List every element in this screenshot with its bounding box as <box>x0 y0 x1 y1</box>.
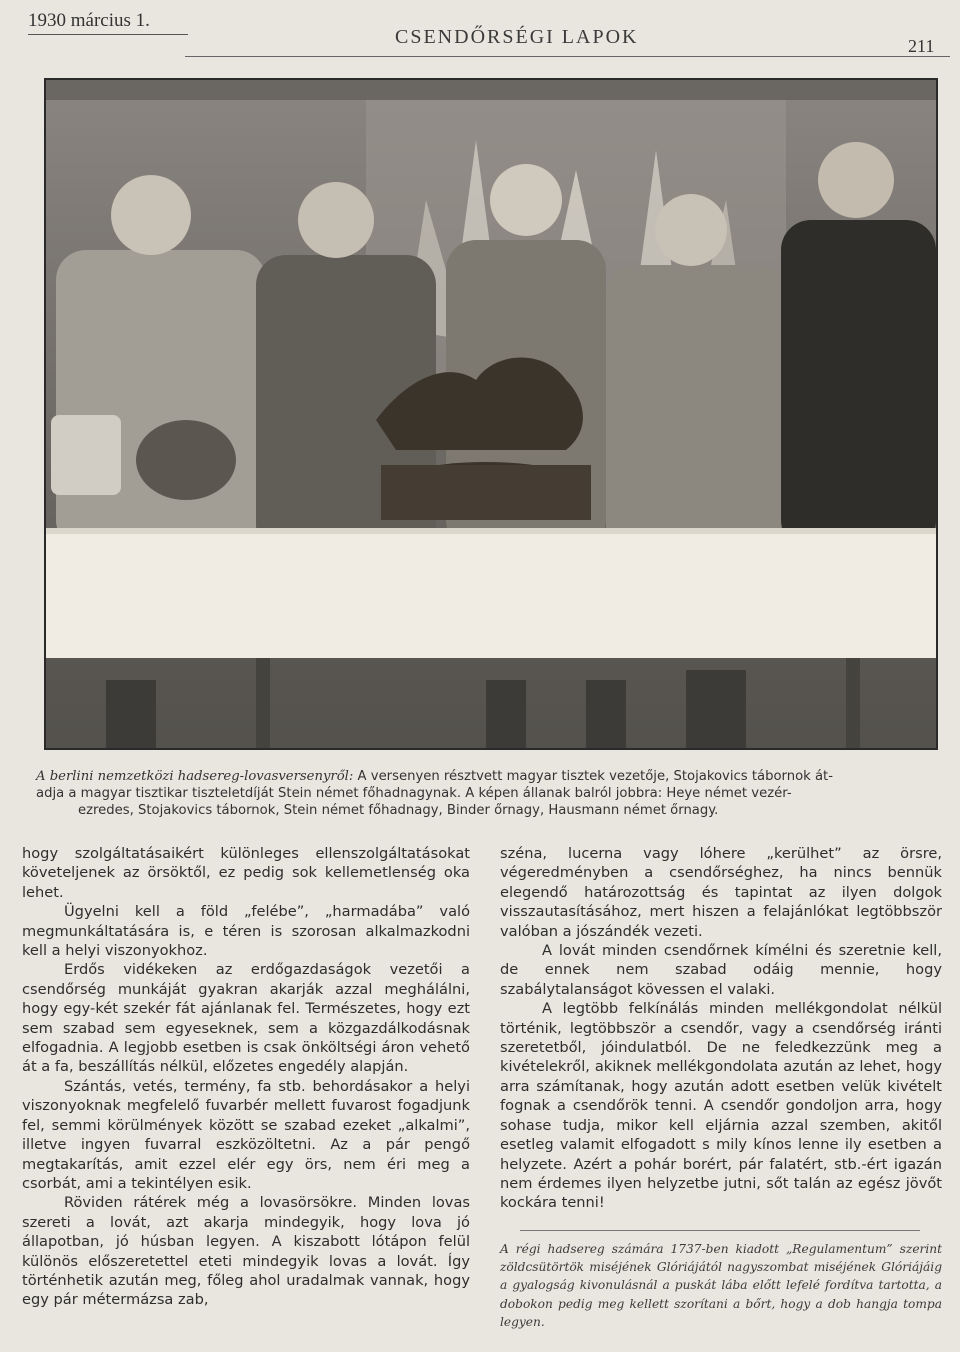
issue-date: 1930 március 1. <box>28 10 150 31</box>
paragraph: Szántás, vetés, termény, fa stb. behordásakor a helyi viszonyoknak megfelelő fuvarbér mellett fuvarost fogadjunk fel, semmi körülmények között se szabad ezeket „alkalmi”, illetve ingyen fuvarral eszközöltetni. Az a pár pengő megtakarítás, amit ezzel elér egy örs, nem éri meg a csorbát, ami a tekintélyen esik. <box>22 1077 470 1192</box>
paragraph: Erdős vidékeken az erdőgazdaságok vezetői a csendőrség munkáját gyakran akarják azzal meghálálni, hogy egy-két szekér fát ajánlanak fel. Természetes, hogy ezt sem szabad sem egyeseknek, sem a közgazdálkodásnak elfogadnia. A legjobb esetben is csak önköltségi áron vehető át a fa, beszállítás nélkül, előzetes engedély alapján. <box>22 961 470 1076</box>
header-rule <box>185 56 950 57</box>
group-photograph <box>44 78 938 750</box>
header-rule-left <box>28 34 188 35</box>
paragraph: A lovát minden csendőrnek kímélni és szeretnie kell, de ennek nem szabad odáig mennie, hogy szabálytalanságot kövessen el valaki. <box>500 942 942 998</box>
photo-caption <box>36 768 936 819</box>
article-column-right <box>500 844 942 1213</box>
footnote-divider <box>520 1230 920 1231</box>
footnote: A régi hadsereg számára 1737-ben kiadott „Regulamentum” szerint zöldcsütörtök miséjének Glóriájától nagyszombat miséjének Glóriájáig a gyalogság kivonulásnál a puskát lába előtt lefelé fordítva tartotta, a dobokon pedig meg kellett szorítani a bőrt, hogy a dob hangja tompa legyen. <box>500 1242 942 1329</box>
photo-illustration <box>46 80 936 748</box>
caption-lead: A berlini nemzetközi hadsereg-lovasversenyről: <box>36 769 354 784</box>
paragraph: hogy szolgáltatásaikért különleges ellenszolgáltatásokat követeljenek az örsöktől, ez pedig sok kellemetlenség oka lehet. <box>22 845 470 901</box>
paragraph: széna, lucerna vagy lóhere „kerülhet” az örsre, végeredményben a csendőrséghez, ha nincs bennük elegendő határozottság és tapintat az ilyen dolgok visszautasításához, mert hiszen a felajánlókat legtöbbször valóban a jószándék vezeti. <box>500 845 942 940</box>
paragraph: Ügyelni kell a föld „felébe”, „harmadába” való megmunkáltatására is, e téren is szorosan alkalmazkodni kell a helyi viszonyokhoz. <box>22 903 470 960</box>
caption-line-1: A versenyen résztvett magyar tisztek vezetője, Stojakovics tábornok át- <box>357 769 833 784</box>
caption-line-3: ezredes, Stojakovics tábornok, Stein német főhadnagy, Binder őrnagy, Hausmann német őrnagy. <box>78 803 719 818</box>
article-column-left <box>22 844 470 1310</box>
paragraph: Röviden rátérek még a lovasörsökre. Minden lovas szereti a lovát, azt akarja mindegyik, hogy lova jó állapotban, jó húsban legyen. A kiszabott lótápon felül különös előszeretettel eteti mindegyik lovas a lovát. Így történhetik azután meg, főleg ahol uradalmak vannak, hogy egy pár métermázsa zab, <box>22 1194 470 1309</box>
page-number: 211 <box>908 36 935 56</box>
journal-title: CSENDŐRSÉGI LAPOK <box>395 26 639 48</box>
caption-line-2: adja a magyar tisztikar tiszteletdíját Stein német főhadnagynak. A képen állanak balról jobbra: Heye német vezér- <box>36 786 792 801</box>
paragraph: A legtöbb felkínálás minden mellékgondolat nélkül történik, legtöbbször a csendőr, vagy a csendőrség iránti szeretetből, jóindulatból. De ne feledkezzünk meg a kivételekről, akiknek mellékgondolata azután az lehet, hogy arra számítanak, hogy azután adott esetben velük kivételt fognak a csendőrök tenni. A csendőr gondoljon arra, hogy sohase tudja, mikor kell eljárnia azzal szemben, akitől esetleg valamit elfogadott s mily kínos lenne ily esetben a helyzete. Azért a pohár borért, pár falatért, stb.-ért igazán nem érdemes ilyen helyzetbe jutni, sőt talán az egész jövőt kockára tenni! <box>500 1000 942 1212</box>
